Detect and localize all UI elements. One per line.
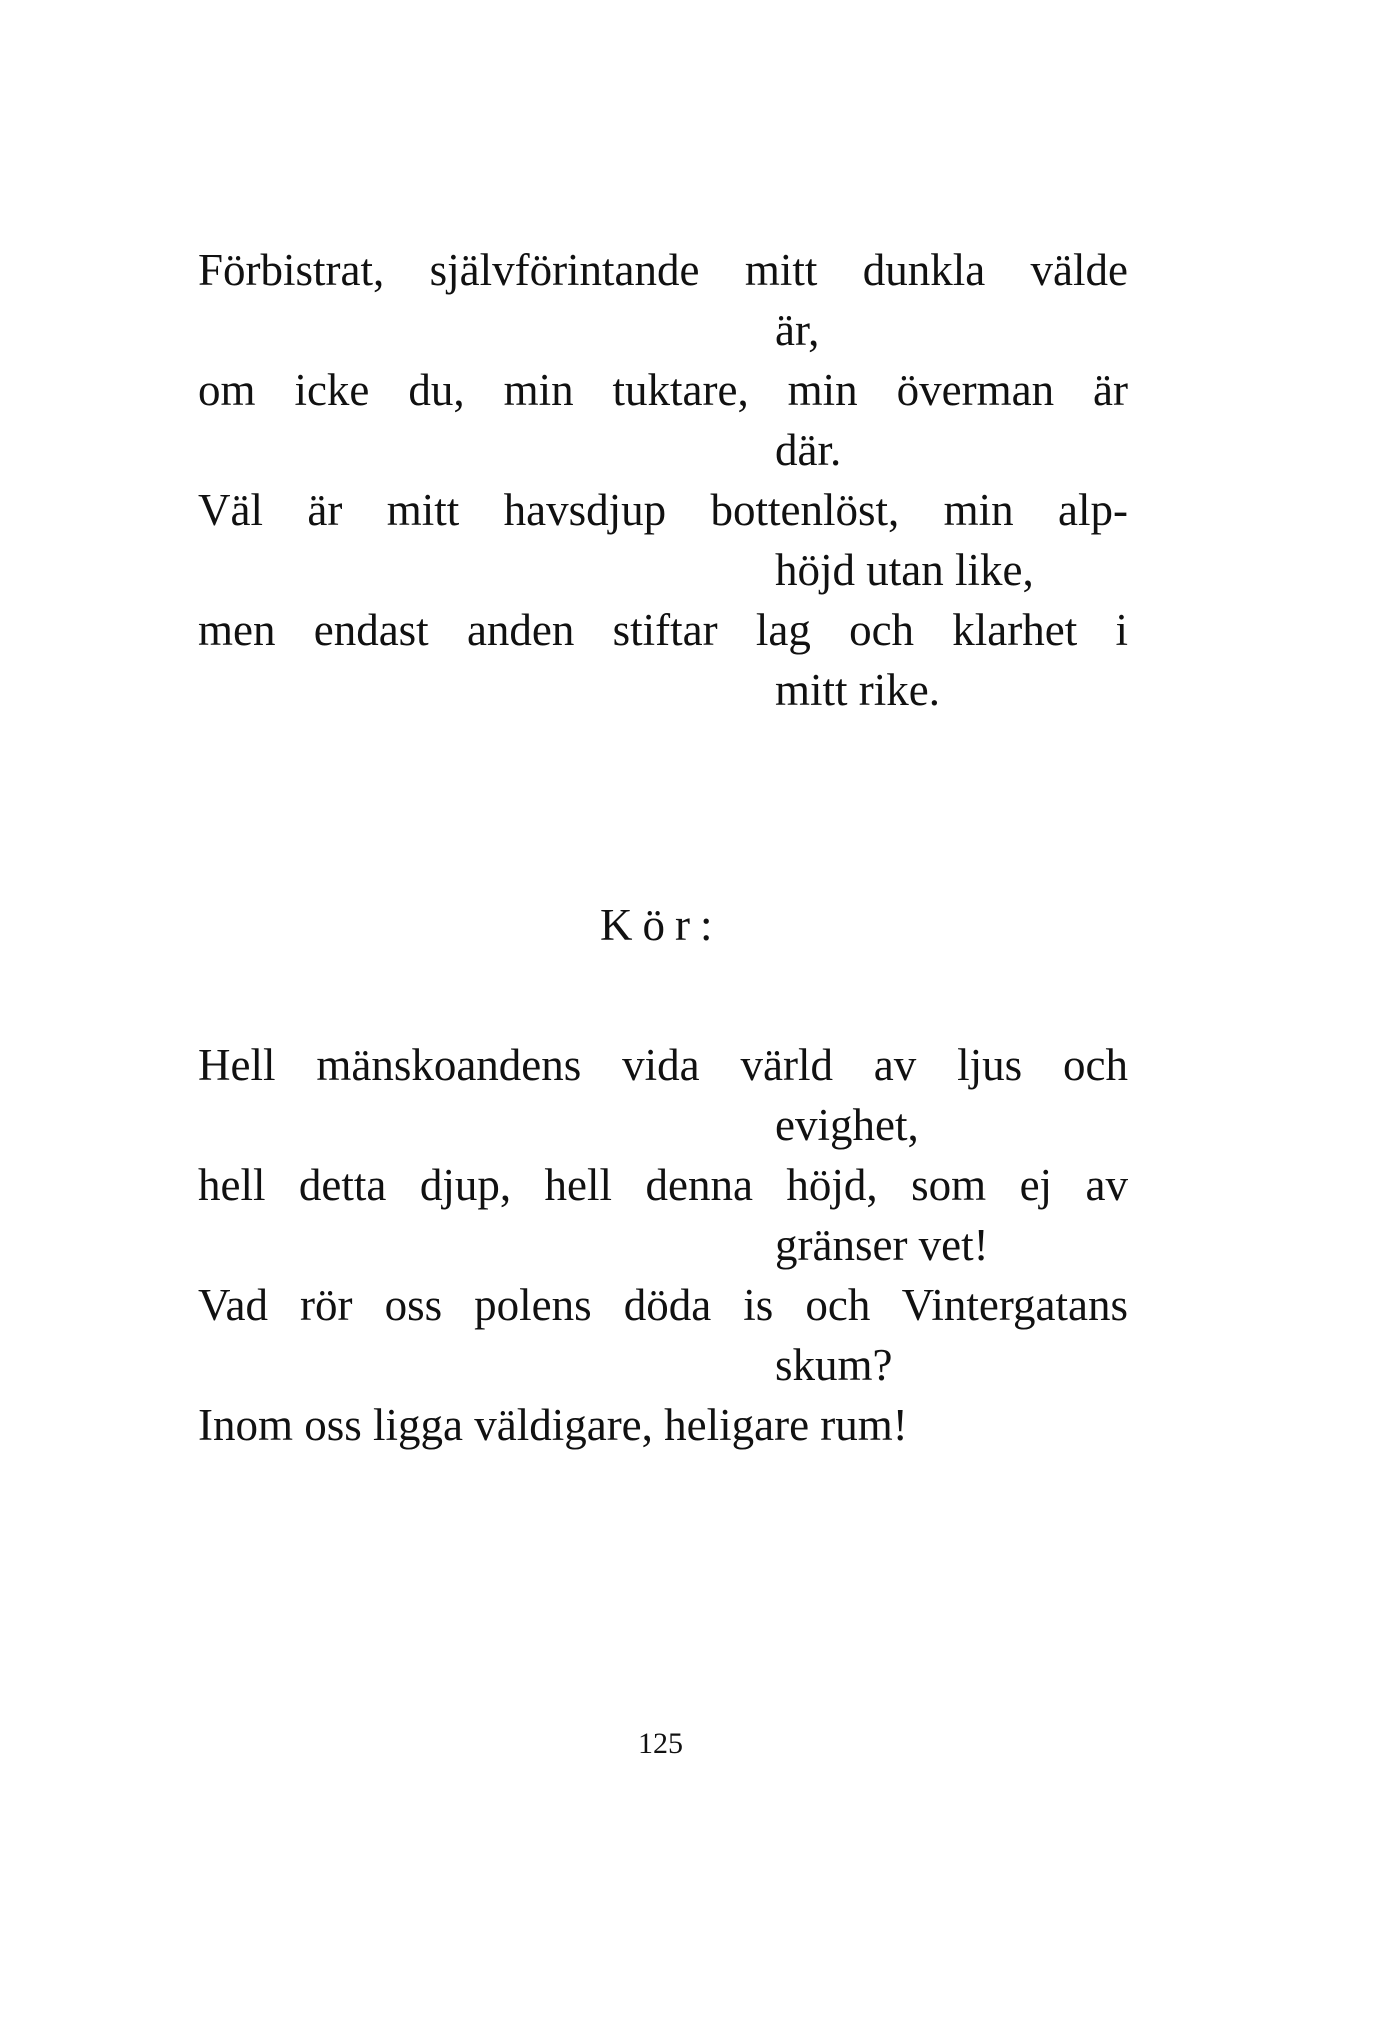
poem-line-continuation: är, [775, 305, 820, 355]
poem-line-continuation: gränser vet! [775, 1220, 989, 1270]
poem-line: Hell mänskoandens vida värld av ljus och [198, 1040, 1128, 1090]
poem-line-continuation: evighet, [775, 1100, 919, 1150]
poem-line-continuation: där. [775, 425, 842, 475]
poem-line-continuation: höjd utan like, [775, 545, 1034, 595]
poem-line-continuation: mitt rike. [775, 665, 940, 715]
poem-line: hell detta djup, hell denna höjd, som ej av [198, 1160, 1128, 1210]
poem-line: Vad rör oss polens döda is och Vintergatans [198, 1280, 1128, 1330]
chorus-heading: Kör: [600, 900, 723, 950]
poem-line: om icke du, min tuktare, min överman är [198, 365, 1128, 415]
poem-line: men endast anden stiftar lag och klarhet i [198, 605, 1128, 655]
poem-line-continuation: skum? [775, 1340, 893, 1390]
page-number: 125 [638, 1727, 683, 1760]
poem-line: Förbistrat, självförintande mitt dunkla välde [198, 245, 1128, 295]
poem-line: Väl är mitt havsdjup bottenlöst, min alp- [198, 485, 1128, 535]
poem-line: Inom oss ligga väldigare, heligare rum! [198, 1400, 908, 1450]
